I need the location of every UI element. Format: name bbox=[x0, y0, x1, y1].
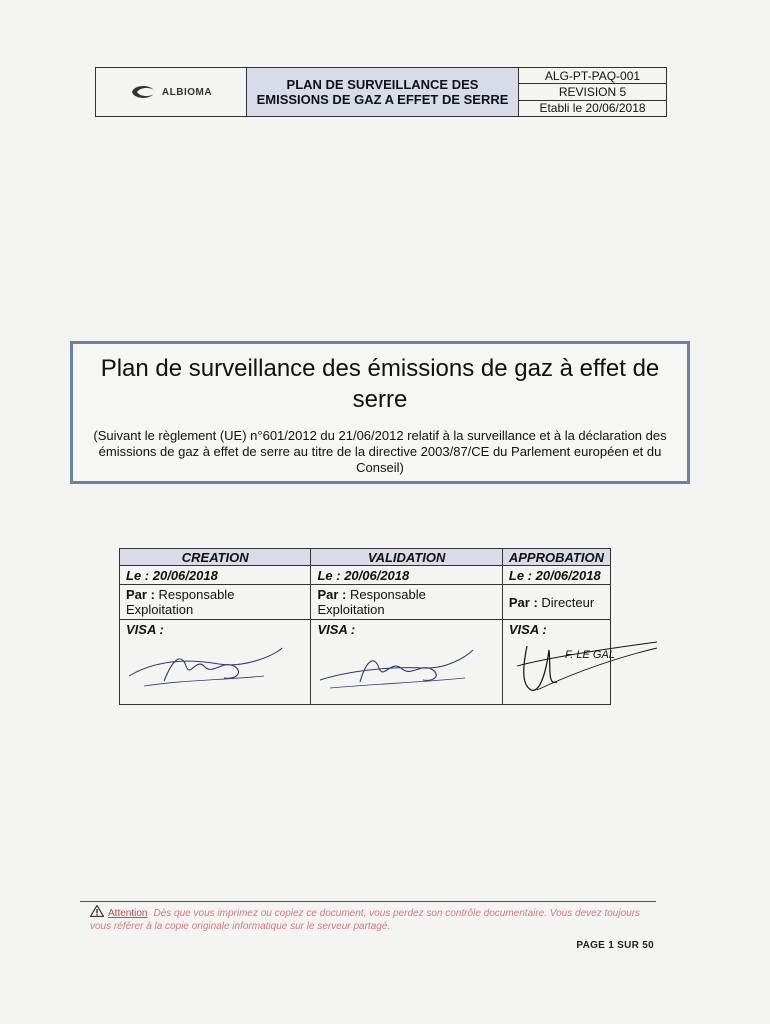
date-validation bbox=[311, 566, 502, 585]
signature-validation-icon bbox=[315, 636, 475, 696]
date-creation bbox=[120, 566, 311, 585]
date-prefix: Le : bbox=[317, 567, 341, 583]
date-prefix: Le : bbox=[126, 567, 150, 583]
document-title: Plan de surveillance des émissions de gaz à effet de serre bbox=[100, 355, 660, 413]
visa-creation bbox=[120, 620, 311, 705]
attention-label: Attention bbox=[108, 908, 148, 919]
footer-note bbox=[90, 905, 650, 933]
par-label: Par : bbox=[508, 594, 538, 610]
visa-label: VISA : bbox=[126, 622, 164, 637]
warning-icon bbox=[90, 905, 104, 917]
col-header-validation: VALIDATION bbox=[311, 549, 502, 566]
doc-revision: REVISION 5 bbox=[519, 84, 666, 100]
role-validation bbox=[311, 585, 502, 620]
col-header-creation: CREATION bbox=[120, 549, 311, 566]
role-value: Directeur bbox=[541, 594, 595, 610]
date-value: 20/06/2018 bbox=[535, 567, 601, 583]
signature-creation-icon bbox=[124, 636, 284, 696]
par-label: Par : bbox=[126, 587, 155, 602]
col-header-approbation: APPROBATION bbox=[502, 549, 610, 566]
role-value: Responsable Exploitation bbox=[126, 587, 235, 617]
footer-note-text: Dès que vous imprimez ou copiez ce document, vous perdez son contrôle documentaire. Vous devez toujours vous référer à la copie originale informatique sur le serveur partagé. bbox=[90, 908, 641, 932]
document-header bbox=[95, 67, 667, 117]
visa-label: VISA : bbox=[317, 622, 356, 637]
footer-divider bbox=[80, 901, 656, 902]
visa-approbation bbox=[502, 620, 615, 705]
role-approbation bbox=[502, 585, 610, 620]
signature-name: F. LE GAL bbox=[564, 649, 615, 661]
albioma-logo-icon bbox=[130, 84, 156, 100]
document-subtitle: (Suivant le règlement (UE) n°601/2012 du 21/06/2012 relatif à la surveillance et à la déclaration des émissions de gaz à effet de serre au titre de la directive 2003/87/CE du Parlement européen et du Conseil) bbox=[93, 428, 667, 475]
visa-label: VISA : bbox=[508, 622, 547, 637]
page-number: PAGE 1 SUR 50 bbox=[576, 940, 654, 951]
header-meta bbox=[519, 68, 666, 116]
header-title: PLAN DE SURVEILLANCE DES EMISSIONS DE GAZ A EFFET DE SERRE bbox=[247, 68, 519, 116]
date-value: 20/06/2018 bbox=[344, 567, 410, 583]
title-box bbox=[70, 341, 690, 484]
approval-table bbox=[119, 548, 615, 705]
par-label: Par : bbox=[317, 587, 347, 602]
date-value: 20/06/2018 bbox=[152, 567, 218, 583]
date-approbation bbox=[502, 566, 610, 585]
role-creation bbox=[120, 585, 311, 620]
signature-approbation-icon bbox=[507, 636, 667, 698]
doc-established-date: Etabli le 20/06/2018 bbox=[539, 101, 646, 116]
date-prefix: Le : bbox=[508, 567, 532, 583]
role-value: Responsable Exploitation bbox=[317, 587, 426, 617]
logo-text: ALBIOMA bbox=[161, 86, 213, 98]
company-logo bbox=[96, 68, 247, 116]
doc-reference: ALG-PT-PAQ-001 bbox=[519, 68, 666, 84]
visa-validation bbox=[311, 620, 502, 705]
